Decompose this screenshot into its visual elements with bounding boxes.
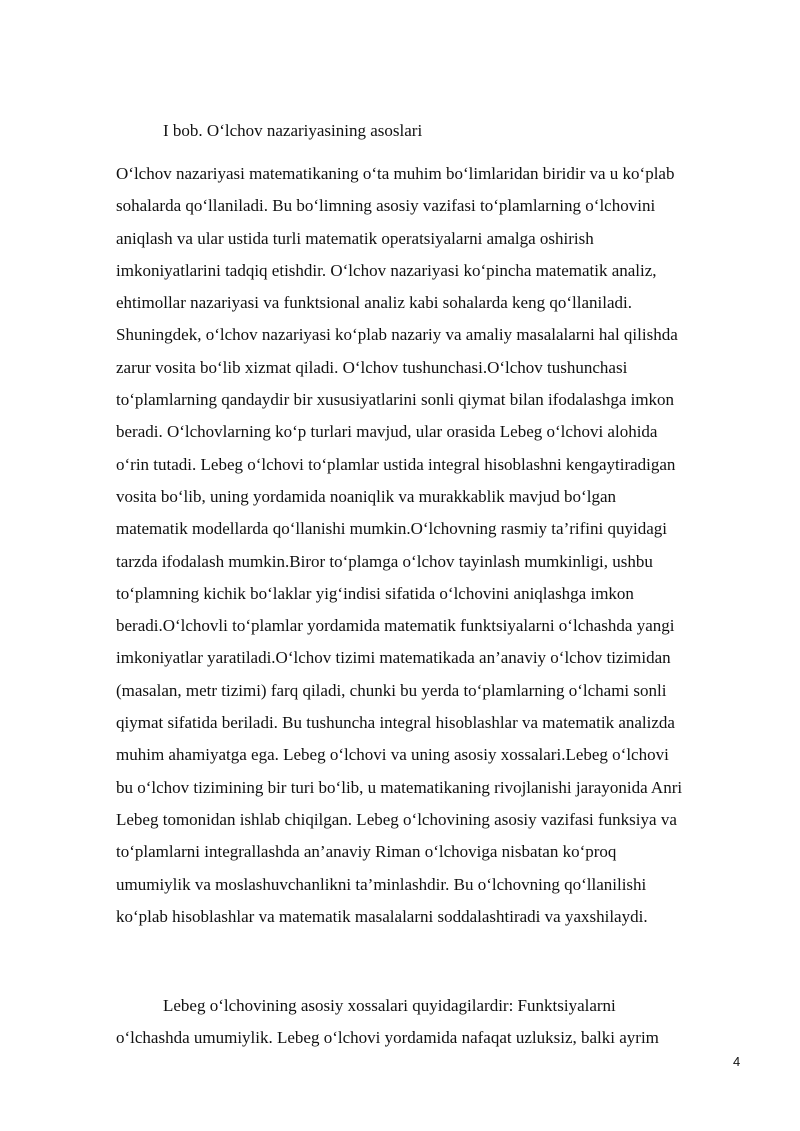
paragraph-2-line-2: o‘lchashda umumiylik. Lebeg o‘lchovi yordamida nafaqat uzluksiz, balki ayrim [116, 1028, 659, 1048]
paragraph-1-line-2: sohalarda qo‘llaniladi. Bu bo‘limning asosiy vazifasi to‘plamlarning o‘lchovini [116, 196, 656, 216]
paragraph-1-line-24: ko‘plab hisoblashlar va matematik masalalarni soddalashtiradi va yaxshilaydi. [116, 906, 648, 926]
paragraph-1-line-20: bu o‘lchov tizimining bir turi bo‘lib, u matematikaning rivojlanishi jarayonida Anri [116, 777, 683, 797]
paragraph-1-line-23: umumiylik va moslashuvchanlikni ta’minlashdir. Bu o‘lchovning qo‘llanilishi [116, 874, 647, 894]
paragraph-1-line-5: ehtimollar nazariyasi va funktsional analiz kabi sohalarda keng qo‘llaniladi. [116, 293, 632, 313]
chapter-heading: I bob. O‘lchov nazariyasining asoslari [163, 121, 423, 140]
paragraph-1-line-10: o‘rin tutadi. Lebeg o‘lchovi to‘plamlar ustida integral hisoblashni kengaytiradigan [116, 454, 676, 474]
paragraph-1-line-17: (masalan, metr tizimi) farq qiladi, chunki bu yerda to‘plamlarning o‘lchami sonli [116, 680, 667, 700]
paragraph-1-line-11: vosita bo‘lib, uning yordamida noaniqlik va murakkablik mavjud bo‘lgan [116, 486, 616, 506]
paragraph-2-line-1: Lebeg o‘lchovining asosiy xossalari quyidagilardir: Funktsiyalarni [163, 996, 616, 1015]
paragraph-1-line-9: beradi. O‘lchovlarning ko‘p turlari mavjud, ular orasida Lebeg o‘lchovi alohida [116, 422, 658, 442]
paragraph-2 [116, 992, 756, 1057]
paragraph-1-line-8: to‘plamlarning qandaydir bir xususiyatlarini sonli qiymat bilan ifodalashga imkon [116, 390, 675, 410]
paragraph-1-line-7: zarur vosita bo‘lib xizmat qiladi. O‘lchov tushunchasi.O‘lchov tushunchasi [116, 357, 628, 377]
paragraph-1-line-6: Shuningdek, o‘lchov nazariyasi ko‘plab nazariy va amaliy masalalarni hal qilishda [116, 325, 678, 345]
paragraph-1-line-14: to‘plamning kichik bo‘laklar yig‘indisi sifatida o‘lchovini aniqlashga imkon [116, 583, 634, 603]
paragraph-1-line-18: qiymat sifatida beriladi. Bu tushuncha integral hisoblashlar va matematik analizda [116, 713, 675, 733]
paragraph-1-line-22: to‘plamlarni integrallashda an’anaviy Riman o‘lchoviga nisbatan ko‘proq [116, 842, 617, 862]
paragraph-1-line-12: matematik modellarda qo‘llanishi mumkin.O‘lchovning rasmiy ta’rifini quyidagi [116, 519, 667, 539]
paragraph-1-line-13: tarzda ifodalash mumkin.Biror to‘plamga o‘lchov tayinlash mumkinligi, ushbu [116, 551, 653, 571]
paragraph-1 [116, 160, 756, 935]
paragraph-1-line-1: O‘lchov nazariyasi matematikaning o‘ta muhim bo‘limlaridan biridir va u ko‘plab [116, 164, 675, 183]
paragraph-1-line-21: Lebeg tomonidan ishlab chiqilgan. Lebeg o‘lchovining asosiy vazifasi funksiya va [116, 809, 677, 829]
paragraph-1-line-15: beradi.O‘lchovli to‘plamlar yordamida matematik funktsiyalarni o‘lchashda yangi [116, 616, 675, 636]
paragraph-1-line-19: muhim ahamiyatga ega. Lebeg o‘lchovi va uning asosiy xossalari.Lebeg o‘lchovi [116, 745, 669, 765]
paragraph-1-line-16: imkoniyatlar yaratiladi.O‘lchov tizimi matematikada an’anaviy o‘lchov tizimidan [116, 648, 671, 668]
paragraph-1-line-4: imkoniyatlarini tadqiq etishdir. O‘lchov nazariyasi ko‘pincha matematik analiz, [116, 260, 657, 280]
paragraph-1-line-3: aniqlash va ular ustida turli matematik operatsiyalarni amalga oshirish [116, 228, 594, 248]
page-number: 4 [733, 1054, 741, 1069]
